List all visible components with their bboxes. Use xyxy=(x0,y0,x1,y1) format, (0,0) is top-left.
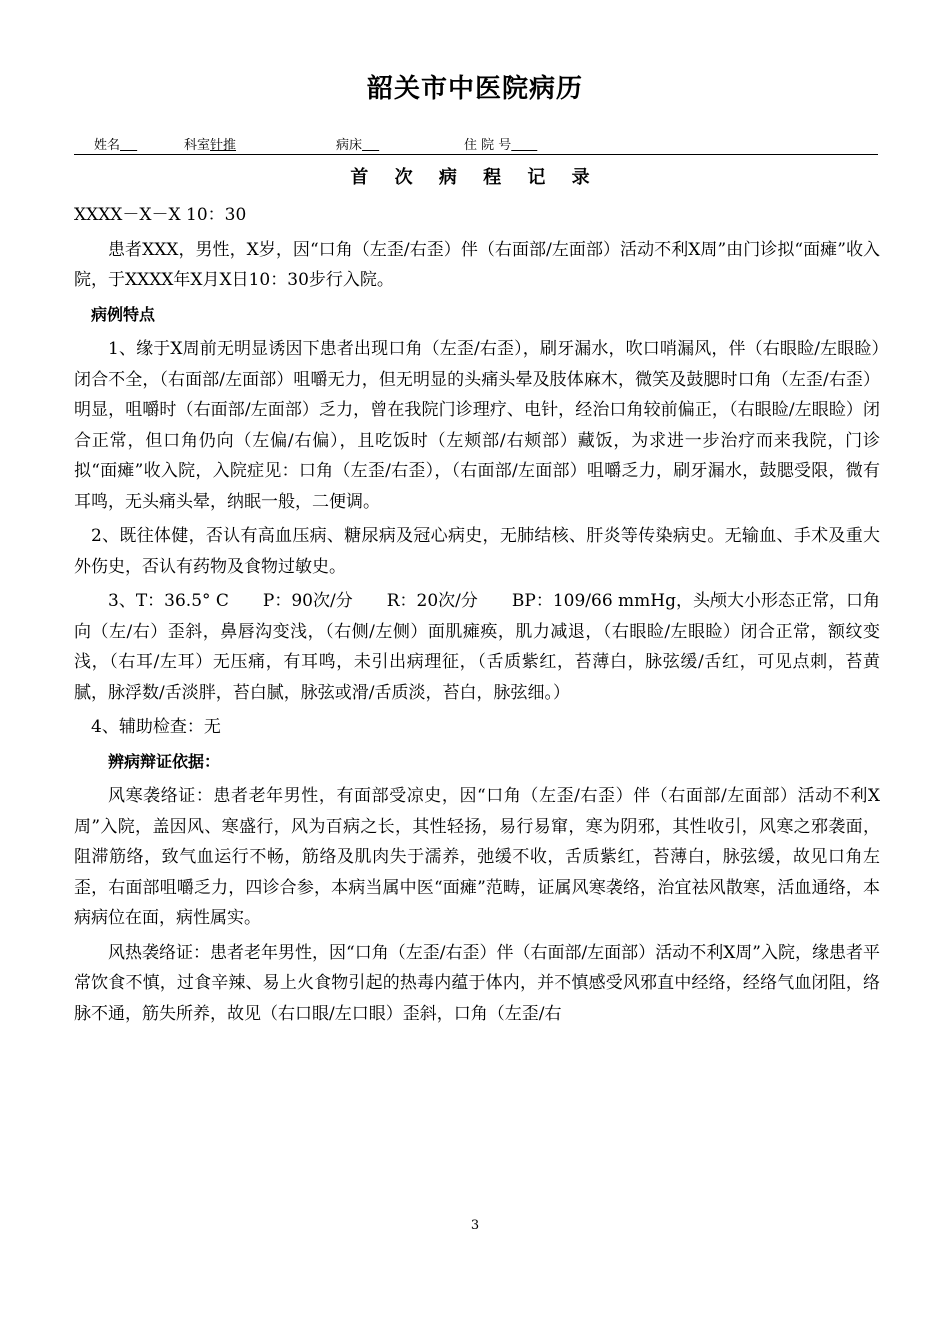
record-datetime: XXXX－X－X 10：30 xyxy=(74,205,247,225)
intro-paragraph: 患者XXX，男性，X岁，因“口角（左歪/右歪）伴（右面部/左面部）活动不利X周”由门诊拟“面瘫”收入院，于XXXX年X月X日10：30步行入院。 xyxy=(74,239,880,290)
bed-field: 病床 xyxy=(336,138,363,153)
wind-heat-paragraph: 风热袭络证：患者老年男性，因“口角（左歪/右歪）伴（右面部/左面部）活动不利X周”入院，缘患者平常饮食不慎，过食辛辣、易上火食物引起的热毒内蕴于体内，并不慎感受风邪直中经络，经络气血闭阻，络脉不通，筋失所养，故见（右口眼/左口眼）歪斜，口角（左歪/右 xyxy=(74,942,881,1024)
case-features-heading: 病例特点 xyxy=(91,304,156,324)
case-item-3: 3、T：36.5° C P：90次/分 R：20次/分 BP：109/66 mmHg，头颅大小形态正常，口角向（左/右）歪斜，鼻唇沟变浅，（右侧/左侧）面肌瘫痪，肌力减退，（右眼睑/左眼睑）闭合正常，额纹变浅，（右耳/左耳）无压痛，有耳鸣，未引出病理征，（舌质紫红，苔薄白，脉弦缓/舌红，可见点刺，苔黄腻，脉浮数/舌淡胖，苔白腻，脉弦或滑/舌质淡，苔白，脉弦细。） xyxy=(74,591,880,703)
case-item-4: 4、辅助检查：无 xyxy=(91,717,221,737)
case-item-2: 2、既往体健，否认有高血压病、糖尿病及冠心病史，无肺结核、肝炎等传染病史。无输血、手术及重大外伤史，否认有药物及食物过敏史。 xyxy=(74,526,880,577)
record-body xyxy=(74,200,880,1033)
page-number: 3 xyxy=(470,1218,480,1233)
wind-cold-paragraph: 风寒袭络证：患者老年男性，有面部受凉史，因“口角（左歪/右歪）伴（右面部/左面部）活动不利X周”入院，盖因风、寒盛行，风为百病之长，其性轻扬，易行易窜，寒为阴邪，其性收引，风寒之邪袭面，阻滞筋络，致气血运行不畅，筋络及肌肉失于濡养，弛缓不收，舌质紫红，苔薄白，脉弦缓，故见口角左歪，右面部咀嚼乏力，四诊合参，本病当属中医“面瘫”范畴，证属风寒袭络，治宜祛风散寒，活血通络，本病病位在面，病性属实。 xyxy=(74,786,880,928)
dept-value: 针推 xyxy=(210,138,237,153)
dept-field: 科室针推 xyxy=(184,138,237,153)
document-title: 韶关市中医院病历 xyxy=(366,74,583,104)
section-title: 首 次 病 程 记 录 xyxy=(350,167,600,188)
admission-number-field: 住 院 号 xyxy=(464,138,512,153)
basis-heading: 辨病辩证依据： xyxy=(108,751,221,771)
case-item-1: 1、缘于X周前无明显诱因下患者出现口角（左歪/右歪），刷牙漏水，吹口哨漏风，伴（右眼睑/左眼睑）闭合不全，（右面部/左面部）咀嚼无力，但无明显的头痛头晕及肢体麻木，微笑及鼓腮时口角（左歪/右歪）明显，咀嚼时（右面部/左面部）乏力，曾在我院门诊理疗、电针，经治口角较前偏正，（右眼睑/左眼睑）闭合正常，但口角仍向（左偏/右偏），且吃饭时（左颊部/右颊部）藏饭，为求进一步治疗而来我院，门诊拟“面瘫”收入院，入院症见：口角（左歪/右歪），（右面部/左面部）咀嚼乏力，刷牙漏水，鼓腮受限，微有耳鸣，无头痛头晕，纳眠一般，二便调。 xyxy=(74,339,880,512)
name-field: 姓名 xyxy=(94,138,121,153)
patient-info-row xyxy=(74,134,878,155)
